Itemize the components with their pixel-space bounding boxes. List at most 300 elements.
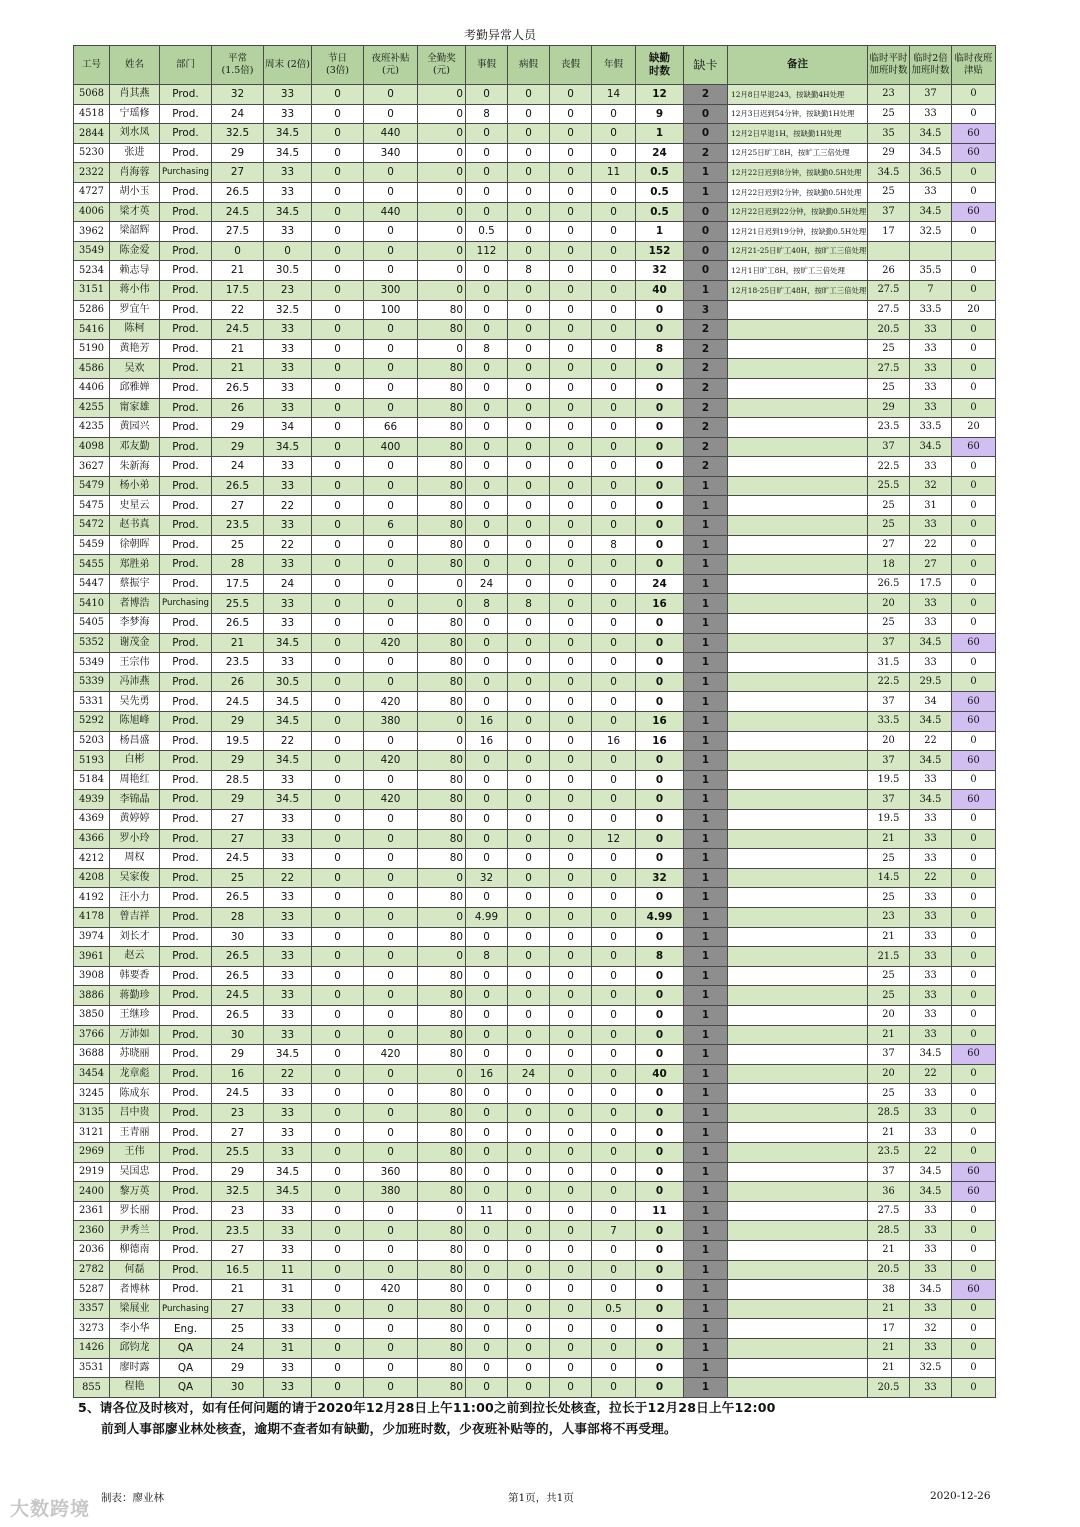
temp-night-allowance-cell: 0 (952, 927, 996, 947)
temp-weekday-ot-cell: 22.5 (868, 672, 910, 692)
annual-leave-cell: 0 (592, 751, 636, 771)
absence-hours-cell: 0 (636, 633, 684, 653)
weekend-ot-cell: 33 (264, 398, 312, 418)
weekday-ot-cell: 24.5 (212, 849, 264, 869)
dept-cell: Prod. (160, 712, 212, 732)
dept-cell: Prod. (160, 1143, 212, 1163)
bereavement-leave-cell: 0 (550, 770, 592, 790)
holiday-ot-cell: 0 (312, 1045, 364, 1065)
name-cell: 蔡振宇 (110, 574, 160, 594)
sick-leave-cell: 0 (508, 496, 550, 516)
missed-punch-cell: 1 (684, 927, 728, 947)
night-allowance-cell: 0 (364, 1143, 418, 1163)
temp-weekday-ot-cell: 37 (868, 692, 910, 712)
night-allowance-cell: 420 (364, 692, 418, 712)
weekday-ot-cell: 21 (212, 1280, 264, 1300)
bereavement-leave-cell: 0 (550, 516, 592, 536)
annual-leave-cell: 12 (592, 829, 636, 849)
remark-cell (728, 614, 868, 634)
name-cell: 杨昌盛 (110, 731, 160, 751)
remark-cell (728, 829, 868, 849)
missed-punch-cell: 1 (684, 770, 728, 790)
personal-leave-cell: 0 (466, 378, 508, 398)
personal-leave-cell: 4.99 (466, 907, 508, 927)
header-cell: 平常 (1.5倍) (212, 46, 264, 85)
bereavement-leave-cell: 0 (550, 1299, 592, 1319)
absence-hours-cell: 16 (636, 594, 684, 614)
table-row (74, 672, 996, 692)
weekday-ot-cell: 24 (212, 457, 264, 477)
name-cell: 廖时露 (110, 1358, 160, 1378)
bereavement-leave-cell: 0 (550, 849, 592, 869)
table-row (74, 280, 996, 300)
id-cell: 5203 (74, 731, 110, 751)
name-cell: 李小华 (110, 1319, 160, 1339)
bereavement-leave-cell: 0 (550, 320, 592, 340)
personal-leave-cell: 0 (466, 457, 508, 477)
holiday-ot-cell: 0 (312, 437, 364, 457)
holiday-ot-cell: 0 (312, 339, 364, 359)
weekday-ot-cell: 27 (212, 496, 264, 516)
holiday-ot-cell: 0 (312, 496, 364, 516)
absence-hours-cell: 152 (636, 241, 684, 261)
temp-double-ot-cell: 32 (910, 476, 952, 496)
temp-weekday-ot-cell: 37 (868, 1162, 910, 1182)
temp-weekday-ot-cell: 37 (868, 437, 910, 457)
dept-cell: Prod. (160, 85, 212, 105)
holiday-ot-cell: 0 (312, 1162, 364, 1182)
personal-leave-cell: 0 (466, 1103, 508, 1123)
weekday-ot-cell: 29 (212, 712, 264, 732)
temp-night-allowance-cell: 60 (952, 202, 996, 222)
weekend-ot-cell: 22 (264, 868, 312, 888)
full-attendance-cell: 80 (418, 809, 466, 829)
night-allowance-cell: 0 (364, 241, 418, 261)
missed-punch-cell: 2 (684, 320, 728, 340)
missed-punch-cell: 1 (684, 1280, 728, 1300)
annual-leave-cell: 8 (592, 535, 636, 555)
personal-leave-cell: 0 (466, 770, 508, 790)
name-cell: 程艳 (110, 1378, 160, 1398)
remark-cell (728, 809, 868, 829)
holiday-ot-cell: 0 (312, 182, 364, 202)
annual-leave-cell: 0 (592, 770, 636, 790)
missed-punch-cell: 1 (684, 614, 728, 634)
sick-leave-cell: 0 (508, 1182, 550, 1202)
absence-hours-cell: 0 (636, 927, 684, 947)
night-allowance-cell: 0 (364, 653, 418, 673)
holiday-ot-cell: 0 (312, 868, 364, 888)
temp-night-allowance-cell: 60 (952, 633, 996, 653)
name-cell: 邱雅婵 (110, 378, 160, 398)
full-attendance-cell: 80 (418, 378, 466, 398)
temp-weekday-ot-cell: 29 (868, 398, 910, 418)
annual-leave-cell: 0 (592, 1260, 636, 1280)
remark-cell (728, 496, 868, 516)
absence-hours-cell: 0 (636, 1319, 684, 1339)
sick-leave-cell: 0 (508, 476, 550, 496)
absence-hours-cell: 0 (636, 418, 684, 438)
dept-cell: Prod. (160, 555, 212, 575)
temp-double-ot-cell: 33 (910, 457, 952, 477)
dept-cell: Prod. (160, 907, 212, 927)
dept-cell: Prod. (160, 888, 212, 908)
weekday-ot-cell: 29 (212, 1045, 264, 1065)
remark-cell (728, 653, 868, 673)
weekend-ot-cell: 33 (264, 222, 312, 242)
weekend-ot-cell: 33 (264, 829, 312, 849)
id-cell: 3850 (74, 1005, 110, 1025)
annual-leave-cell: 0 (592, 927, 636, 947)
temp-weekday-ot-cell: 34.5 (868, 163, 910, 183)
name-cell: 万沛如 (110, 1025, 160, 1045)
header-cell: 缺卡 (684, 46, 728, 85)
temp-night-allowance-cell: 0 (952, 261, 996, 281)
sick-leave-cell: 0 (508, 124, 550, 144)
personal-leave-cell: 0 (466, 986, 508, 1006)
table-row (74, 163, 996, 183)
night-allowance-cell: 0 (364, 731, 418, 751)
bereavement-leave-cell: 0 (550, 947, 592, 967)
name-cell: 王宗伟 (110, 653, 160, 673)
dept-cell: Prod. (160, 182, 212, 202)
dept-cell: Prod. (160, 1025, 212, 1045)
full-attendance-cell: 80 (418, 1182, 466, 1202)
remark-cell (728, 339, 868, 359)
table-row (74, 1143, 996, 1163)
remark-cell (728, 535, 868, 555)
temp-night-allowance-cell: 0 (952, 163, 996, 183)
bereavement-leave-cell: 0 (550, 280, 592, 300)
weekday-ot-cell: 28 (212, 555, 264, 575)
remark-cell: 12月2日早退1H，按缺勤1H处理 (728, 124, 868, 144)
temp-weekday-ot-cell: 18 (868, 555, 910, 575)
personal-leave-cell: 0 (466, 614, 508, 634)
sick-leave-cell: 0 (508, 398, 550, 418)
bereavement-leave-cell: 0 (550, 339, 592, 359)
annual-leave-cell: 0 (592, 1378, 636, 1398)
absence-hours-cell: 24 (636, 143, 684, 163)
sick-leave-cell: 0 (508, 1260, 550, 1280)
header-cell: 临时2倍加班时数 (910, 46, 952, 85)
missed-punch-cell: 1 (684, 907, 728, 927)
weekend-ot-cell: 33 (264, 1319, 312, 1339)
holiday-ot-cell: 0 (312, 672, 364, 692)
weekday-ot-cell: 25.5 (212, 594, 264, 614)
personal-leave-cell: 0 (466, 966, 508, 986)
bereavement-leave-cell: 0 (550, 1241, 592, 1261)
annual-leave-cell: 0 (592, 496, 636, 516)
temp-double-ot-cell: 33 (910, 927, 952, 947)
temp-double-ot-cell: 33.5 (910, 418, 952, 438)
holiday-ot-cell: 0 (312, 1201, 364, 1221)
name-cell: 汪小力 (110, 888, 160, 908)
missed-punch-cell: 1 (684, 692, 728, 712)
full-attendance-cell: 80 (418, 849, 466, 869)
weekend-ot-cell: 33 (264, 653, 312, 673)
annual-leave-cell: 0 (592, 222, 636, 242)
dept-cell: Prod. (160, 653, 212, 673)
table-row (74, 261, 996, 281)
temp-weekday-ot-cell: 25 (868, 182, 910, 202)
table-row (74, 731, 996, 751)
temp-double-ot-cell: 34.5 (910, 1045, 952, 1065)
name-cell: 张进 (110, 143, 160, 163)
remark-cell (728, 1358, 868, 1378)
id-cell: 3273 (74, 1319, 110, 1339)
holiday-ot-cell: 0 (312, 143, 364, 163)
missed-punch-cell: 1 (684, 1221, 728, 1241)
absence-hours-cell: 24 (636, 574, 684, 594)
temp-weekday-ot-cell: 20.5 (868, 1378, 910, 1398)
name-cell: 吴先勇 (110, 692, 160, 712)
dept-cell: Prod. (160, 731, 212, 751)
night-allowance-cell: 0 (364, 104, 418, 124)
name-cell: 何磊 (110, 1260, 160, 1280)
name-cell: 蒋勤珍 (110, 986, 160, 1006)
table-row (74, 555, 996, 575)
weekend-ot-cell: 34.5 (264, 143, 312, 163)
full-attendance-cell: 0 (418, 574, 466, 594)
name-cell: 刘长才 (110, 927, 160, 947)
temp-weekday-ot-cell: 37 (868, 633, 910, 653)
weekday-ot-cell: 23.5 (212, 516, 264, 536)
name-cell: 赵书真 (110, 516, 160, 536)
table-row (74, 653, 996, 673)
sick-leave-cell: 0 (508, 1103, 550, 1123)
temp-night-allowance-cell: 0 (952, 1143, 996, 1163)
annual-leave-cell: 0 (592, 1064, 636, 1084)
dept-cell: Prod. (160, 1221, 212, 1241)
personal-leave-cell: 0 (466, 535, 508, 555)
temp-double-ot-cell: 34.5 (910, 751, 952, 771)
temp-double-ot-cell: 33 (910, 614, 952, 634)
annual-leave-cell: 0 (592, 280, 636, 300)
night-allowance-cell: 360 (364, 1162, 418, 1182)
missed-punch-cell: 1 (684, 868, 728, 888)
temp-double-ot-cell: 33 (910, 1025, 952, 1045)
missed-punch-cell: 1 (684, 1025, 728, 1045)
personal-leave-cell: 0 (466, 1260, 508, 1280)
holiday-ot-cell: 0 (312, 731, 364, 751)
annual-leave-cell: 0 (592, 790, 636, 810)
full-attendance-cell: 0 (418, 85, 466, 105)
dept-cell: Prod. (160, 496, 212, 516)
temp-night-allowance-cell: 0 (952, 516, 996, 536)
temp-night-allowance-cell: 0 (952, 1201, 996, 1221)
table-row (74, 476, 996, 496)
remark-cell (728, 1241, 868, 1261)
table-row (74, 907, 996, 927)
weekday-ot-cell: 27 (212, 163, 264, 183)
table-row (74, 594, 996, 614)
full-attendance-cell: 0 (418, 222, 466, 242)
personal-leave-cell: 16 (466, 1064, 508, 1084)
personal-leave-cell: 32 (466, 868, 508, 888)
name-cell: 罗长丽 (110, 1201, 160, 1221)
temp-night-allowance-cell: 0 (952, 378, 996, 398)
absence-hours-cell: 16 (636, 712, 684, 732)
remark-cell (728, 1123, 868, 1143)
full-attendance-cell: 0 (418, 947, 466, 967)
temp-weekday-ot-cell: 21 (868, 927, 910, 947)
night-allowance-cell: 100 (364, 300, 418, 320)
notice-line-1: 5、请各位及时核对，如有任何问题的请于2020年12月28日上午11:00之前到拉长处核查，拉长于12月28日上午12:00 (78, 1400, 776, 1415)
dept-cell: Purchasing (160, 1299, 212, 1319)
weekend-ot-cell: 24 (264, 574, 312, 594)
holiday-ot-cell: 0 (312, 280, 364, 300)
id-cell: 3886 (74, 986, 110, 1006)
personal-leave-cell: 0 (466, 1221, 508, 1241)
night-allowance-cell: 0 (364, 182, 418, 202)
table-row (74, 437, 996, 457)
id-cell: 4586 (74, 359, 110, 379)
bereavement-leave-cell: 0 (550, 751, 592, 771)
weekend-ot-cell: 23 (264, 280, 312, 300)
weekday-ot-cell: 25 (212, 1319, 264, 1339)
weekday-ot-cell: 29 (212, 751, 264, 771)
sick-leave-cell: 0 (508, 202, 550, 222)
temp-weekday-ot-cell: 36 (868, 1182, 910, 1202)
full-attendance-cell: 80 (418, 888, 466, 908)
missed-punch-cell: 2 (684, 339, 728, 359)
annual-leave-cell: 0 (592, 1162, 636, 1182)
dept-cell: Prod. (160, 1103, 212, 1123)
annual-leave-cell: 0 (592, 1005, 636, 1025)
bereavement-leave-cell: 0 (550, 300, 592, 320)
temp-weekday-ot-cell: 25 (868, 1084, 910, 1104)
weekday-ot-cell: 29 (212, 418, 264, 438)
personal-leave-cell: 0 (466, 202, 508, 222)
id-cell: 4366 (74, 829, 110, 849)
weekday-ot-cell: 24.5 (212, 1084, 264, 1104)
name-cell: 白彬 (110, 751, 160, 771)
temp-night-allowance-cell: 0 (952, 1084, 996, 1104)
personal-leave-cell: 0 (466, 85, 508, 105)
table-row (74, 947, 996, 967)
table-row (74, 359, 996, 379)
temp-weekday-ot-cell: 22.5 (868, 457, 910, 477)
weekday-ot-cell: 25 (212, 535, 264, 555)
missed-punch-cell: 0 (684, 104, 728, 124)
dept-cell: Eng. (160, 1319, 212, 1339)
page-title: 考勤异常人员 (463, 28, 536, 42)
sick-leave-cell: 0 (508, 653, 550, 673)
dept-cell: Prod. (160, 378, 212, 398)
remark-cell: 12月22日迟到2分钟，按缺勤0.5H处理 (728, 182, 868, 202)
weekday-ot-cell: 26 (212, 672, 264, 692)
missed-punch-cell: 2 (684, 359, 728, 379)
temp-night-allowance-cell: 0 (952, 1299, 996, 1319)
missed-punch-cell: 1 (684, 163, 728, 183)
header-cell: 全勤奖 (元) (418, 46, 466, 85)
temp-weekday-ot-cell: 35 (868, 124, 910, 144)
sick-leave-cell: 0 (508, 85, 550, 105)
table-row (74, 320, 996, 340)
night-allowance-cell: 0 (364, 1064, 418, 1084)
table-row (74, 300, 996, 320)
missed-punch-cell: 3 (684, 300, 728, 320)
dept-cell: Prod. (160, 614, 212, 634)
remark-cell: 12月21日迟到19分钟，按缺勤0.5H处理 (728, 222, 868, 242)
full-attendance-cell: 80 (418, 614, 466, 634)
dept-cell: Prod. (160, 476, 212, 496)
remark-cell (728, 1064, 868, 1084)
remark-cell (728, 1339, 868, 1359)
weekday-ot-cell: 29 (212, 437, 264, 457)
id-cell: 5190 (74, 339, 110, 359)
table-row (74, 790, 996, 810)
full-attendance-cell: 0 (418, 907, 466, 927)
name-cell: 周权 (110, 849, 160, 869)
holiday-ot-cell: 0 (312, 574, 364, 594)
weekday-ot-cell: 27 (212, 1123, 264, 1143)
temp-weekday-ot-cell: 25 (868, 104, 910, 124)
personal-leave-cell: 0 (466, 1162, 508, 1182)
absence-hours-cell: 0 (636, 457, 684, 477)
name-cell: 周艳红 (110, 770, 160, 790)
temp-night-allowance-cell: 60 (952, 124, 996, 144)
remark-cell (728, 1025, 868, 1045)
bereavement-leave-cell: 0 (550, 1143, 592, 1163)
name-cell: 罗宜午 (110, 300, 160, 320)
temp-weekday-ot-cell: 28.5 (868, 1103, 910, 1123)
holiday-ot-cell: 0 (312, 1182, 364, 1202)
temp-night-allowance-cell: 0 (952, 535, 996, 555)
temp-weekday-ot-cell: 27.5 (868, 280, 910, 300)
id-cell: 3962 (74, 222, 110, 242)
header-cell: 病假 (508, 46, 550, 85)
dept-cell: Prod. (160, 829, 212, 849)
night-allowance-cell: 0 (364, 1025, 418, 1045)
weekend-ot-cell: 0 (264, 241, 312, 261)
weekend-ot-cell: 11 (264, 1260, 312, 1280)
full-attendance-cell: 80 (418, 300, 466, 320)
temp-night-allowance-cell: 0 (952, 398, 996, 418)
id-cell: 2036 (74, 1241, 110, 1261)
annual-leave-cell: 0 (592, 907, 636, 927)
name-cell: 者博浩 (110, 594, 160, 614)
temp-weekday-ot-cell: 25 (868, 986, 910, 1006)
temp-weekday-ot-cell: 20 (868, 731, 910, 751)
personal-leave-cell: 0 (466, 672, 508, 692)
table-row (74, 182, 996, 202)
bereavement-leave-cell: 0 (550, 574, 592, 594)
annual-leave-cell: 0.5 (592, 1299, 636, 1319)
absence-hours-cell: 0 (636, 398, 684, 418)
bereavement-leave-cell: 0 (550, 1260, 592, 1280)
watermark-logo: 大数跨境 (10, 1498, 91, 1520)
temp-night-allowance-cell: 0 (952, 809, 996, 829)
dept-cell: Prod. (160, 849, 212, 869)
remark-cell: 12月1日旷工8H，按旷工三倍处理 (728, 261, 868, 281)
temp-double-ot-cell: 33 (910, 986, 952, 1006)
temp-double-ot-cell: 33 (910, 1241, 952, 1261)
weekday-ot-cell: 25.5 (212, 1143, 264, 1163)
absence-hours-cell: 0 (636, 1221, 684, 1241)
weekend-ot-cell: 33 (264, 849, 312, 869)
temp-weekday-ot-cell: 28.5 (868, 1221, 910, 1241)
personal-leave-cell: 0 (466, 1123, 508, 1143)
full-attendance-cell: 0 (418, 143, 466, 163)
table-row (74, 378, 996, 398)
bereavement-leave-cell: 0 (550, 594, 592, 614)
personal-leave-cell: 0 (466, 359, 508, 379)
personal-leave-cell: 0 (466, 790, 508, 810)
temp-night-allowance-cell: 0 (952, 1339, 996, 1359)
weekend-ot-cell: 33 (264, 378, 312, 398)
table-row (74, 1103, 996, 1123)
